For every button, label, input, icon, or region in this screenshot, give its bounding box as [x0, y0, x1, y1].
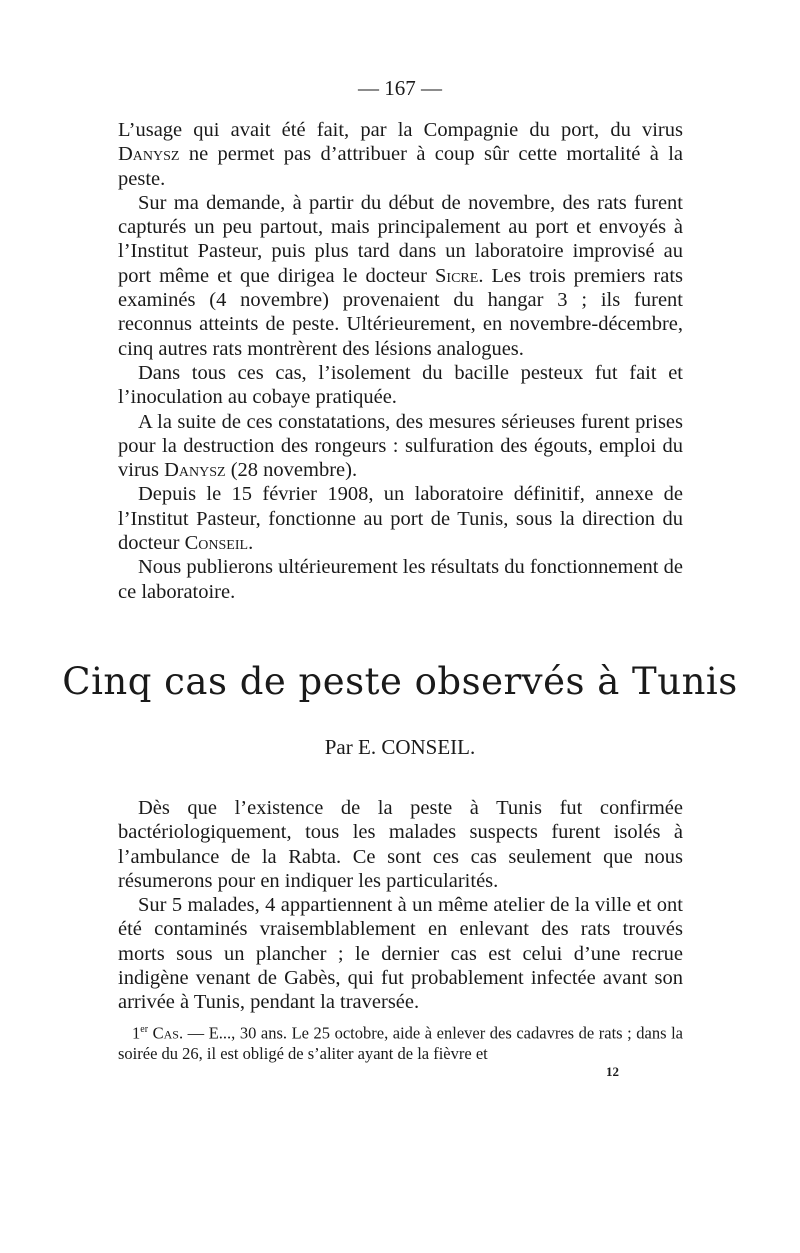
case-label: Cas. [152, 1023, 184, 1043]
paragraph: L’usage qui avait été fait, par la Compagnie du port, du virus Danysz ne permet pas d’attribuer à coup sûr cette mortalité à la peste. [118, 119, 683, 190]
person-name: Danysz [164, 459, 226, 482]
paragraph: Dès que l’existence de la peste à Tunis fut confirmée bactériologiquement, tous les malades suspects furent isolés à l’ambulance de la Rabta. Ce sont ces cas seulement que nous résumerons pour en indiquer les particularités. [118, 797, 683, 892]
person-name: Conseil [184, 532, 249, 555]
page-number: — 167 — [358, 76, 442, 100]
person-name: Danysz [118, 143, 180, 166]
paragraph: Depuis le 15 février 1908, un laboratoire définitif, annexe de l’Institut Pasteur, fonctionne au port de Tunis, sous la direction du docteur Conseil. [118, 483, 683, 555]
case-ordinal: 1 [132, 1023, 141, 1043]
article-byline: Par E. CONSEIL. [324, 735, 476, 759]
signature-mark: 12 [606, 1064, 619, 1079]
paragraph: A la suite de ces constatations, des mesures sérieuses furent prises pour la destruction des rongeurs : sulfuration des égouts, emploi du virus Danysz (28 novembre). [118, 410, 683, 482]
paragraph: Dans tous ces cas, l’isolement du bacille pesteux fut fait et l’inoculation au cobaye pratiquée. [118, 361, 683, 409]
paragraph: Nous publierons ultérieurement les résultats du fonctionnement de ce laboratoire. [118, 556, 683, 603]
article-body [118, 796, 683, 1015]
paragraph: Sur 5 malades, 4 appartiennent à un même atelier de la ville et ont été contaminés vraisemblablement en enlevant des rats trouvés morts sous un plancher ; le dernier cas est celui d’une recrue indigène venant de Gabès, qui fut probablement infectée avant son arrivée à Tunis, pendant la traversée. [118, 894, 683, 1014]
case-text: — E..., 30 ans. Le 25 octobre, aide à enlever des cadavres de rats ; dans la soirée du 26, il est obligé de s’aliter ayant de la fièvre et [118, 1023, 683, 1063]
article-title: Cinq cas de peste observés à Tunis [62, 660, 738, 703]
paragraph: Sur ma demande, à partir du début de novembre, des rats furent capturés un peu partout, mais principalement au port et envoyés à l’Institut Pasteur, puis plus tard dans un laboratoire improvisé au port même et que dirigea le docteur Sicre. Les trois premiers rats examinés (4 novembre) provenaient du hangar 3 ; ils furent reconnus atteints de peste. Ultérieurement, en novembre-décembre, cinq autres rats montrèrent des lésions analogues. [118, 191, 683, 360]
preceding-article-text [118, 118, 683, 604]
case-note: 1er Cas. — E..., 30 ans. Le 25 octobre, aide à enlever des cadavres de rats ; dans la soirée du 26, il est obligé de s’aliter ayant de la fièvre et [118, 1023, 683, 1063]
person-name: Sicre [435, 264, 479, 287]
